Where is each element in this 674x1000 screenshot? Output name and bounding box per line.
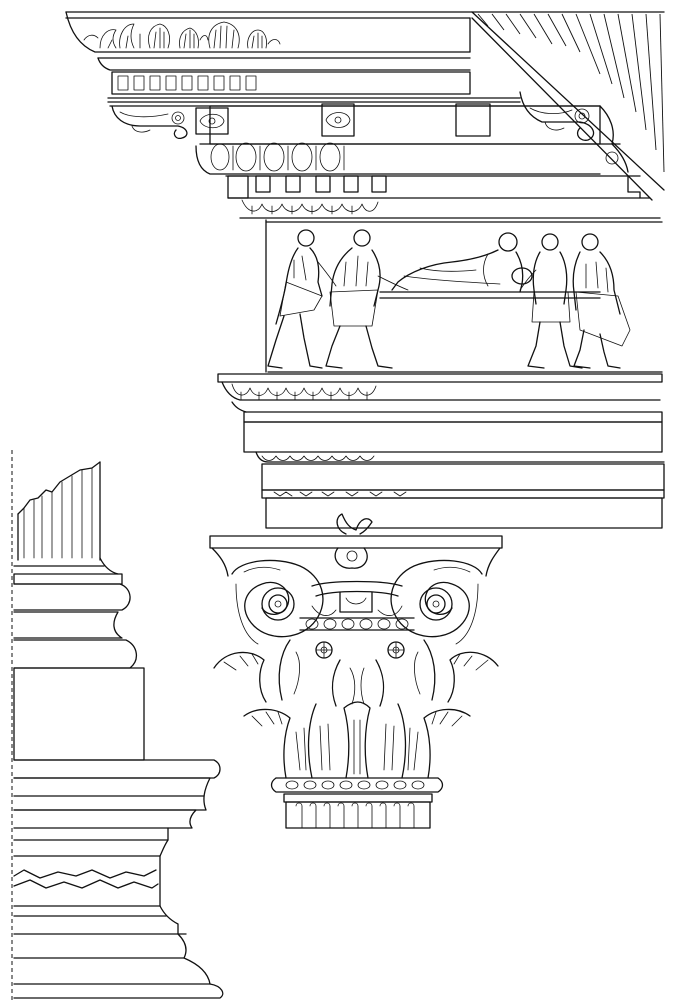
leaf-moulding [232, 384, 376, 400]
dentils [256, 176, 386, 192]
astragal-ornament [274, 492, 406, 496]
capital-rosette-left [316, 642, 332, 658]
modillion-left [112, 106, 187, 138]
column-shaft-flutes [286, 802, 430, 828]
necking-beads [286, 781, 424, 789]
dentil-band [118, 76, 256, 90]
cornice [66, 12, 664, 218]
egg-and-dart [211, 143, 344, 171]
frieze-figure-bearer-3 [520, 234, 582, 368]
leaf-cyma [242, 200, 378, 214]
modillion-right [520, 92, 594, 140]
base-shaft-flutes [24, 468, 92, 558]
composite-capital [210, 514, 502, 828]
bead-moulding [262, 456, 374, 461]
acanthus-upper [214, 640, 498, 706]
volute-left [232, 560, 323, 644]
frieze [266, 220, 662, 372]
frieze-figure-reclining [392, 233, 532, 292]
abacus-flower [335, 514, 372, 568]
anthemion-ornament [84, 22, 280, 48]
acanthus-lower [244, 702, 470, 778]
capital-rosette-right [388, 642, 404, 658]
frieze-figure-bearer-2 [326, 230, 408, 368]
volute-right [391, 560, 482, 644]
frieze-figure-bearer-4 [573, 234, 630, 368]
frieze-figure-bearer-1 [268, 230, 336, 368]
architrave [218, 374, 664, 528]
bead-band [306, 619, 408, 629]
column-base-profile [12, 450, 223, 1000]
